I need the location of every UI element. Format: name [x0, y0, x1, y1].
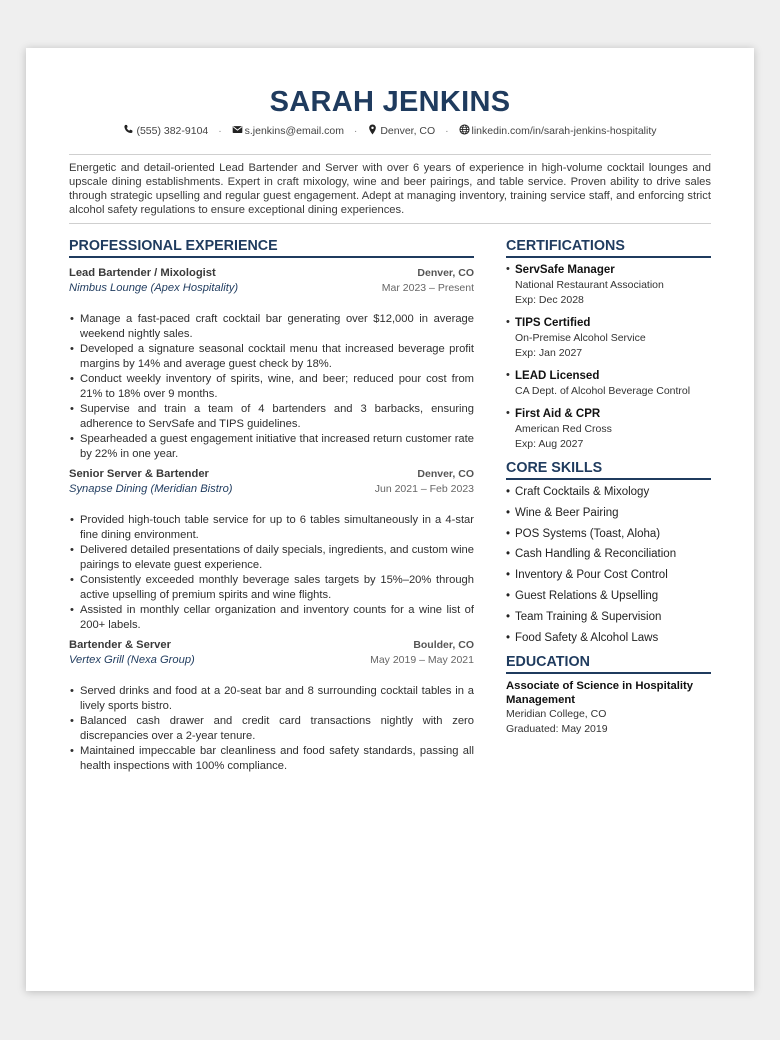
- sidebar-column: [506, 238, 711, 774]
- job-title: Bartender & Server: [69, 639, 171, 651]
- job-bullet: • Spearheaded a guest engagement initiative that increased return customer rate by 22% in one year.: [69, 432, 474, 462]
- skill-item: • Inventory & Pour Cost Control: [506, 568, 711, 583]
- skill-item: • POS Systems (Toast, Aloha): [506, 527, 711, 542]
- certification-org: American Red Cross: [515, 423, 612, 435]
- education-heading: EDUCATION: [506, 654, 711, 674]
- education-school: Meridian College, CO: [506, 707, 607, 720]
- contact-bar: [69, 124, 711, 138]
- job-bullet: • Consistently exceeded monthly beverage sales targets by 15%–20% through active upselling of premium spirits and wine flights.: [69, 573, 474, 603]
- job-entry: [69, 638, 474, 774]
- job-header-row: [69, 638, 474, 653]
- experience-heading: PROFESSIONAL EXPERIENCE: [69, 238, 474, 258]
- skill-item: • Cash Handling & Reconciliation: [506, 547, 711, 562]
- skill-item: • Guest Relations & Upselling: [506, 589, 711, 604]
- job-company: Vertex Grill (Nexa Group): [69, 653, 195, 666]
- job-header-row: [69, 467, 474, 482]
- job-bullets: [69, 513, 474, 633]
- job-dates: Jun 2021 – Feb 2023: [374, 482, 474, 495]
- professional-summary: Energetic and detail-oriented Lead Bartender and Server with over 6 years of experience in high-volume cocktail lounges and upscale dining establishments. Expert in craft mixology, wine and beer pairings, and table service. Proven ability to drive sales through strategic upselling and regular guest engagement. Adept at managing inventory, training service staff, and enforcing strict alcohol safety regulations to ensure exceptional dining experiences.: [69, 162, 711, 216]
- job-location: Denver, CO: [417, 267, 474, 279]
- job-subheader-row: [69, 281, 474, 296]
- job-bullet: • Served drinks and food at a 20-seat bar and 8 surrounding cocktail tables in a lively sports bistro.: [69, 684, 474, 714]
- envelope-icon: [232, 124, 243, 135]
- certification-org: National Restaurant Association: [515, 279, 664, 291]
- contact-linkedin[interactable]: [459, 124, 657, 138]
- education-graduated: Graduated: May 2019: [506, 722, 608, 735]
- job-company: Nimbus Lounge (Apex Hospitality): [69, 281, 239, 294]
- resume-columns: [69, 238, 711, 774]
- certification-name: • LEAD Licensed: [515, 370, 600, 382]
- contact-phone: [123, 124, 208, 138]
- education-entry: [506, 679, 711, 737]
- job-entry: [69, 467, 474, 633]
- skill-item: • Craft Cocktails & Mixology: [506, 485, 711, 500]
- certification-org: CA Dept. of Alcohol Beverage Control: [515, 385, 691, 397]
- experience-column: [69, 238, 474, 774]
- job-title: Senior Server & Bartender: [69, 468, 209, 480]
- certifications-list: [506, 263, 711, 452]
- job-bullet: • Provided high-touch table service for up to 6 tables simultaneously in a 4-star fine dining environment.: [69, 513, 474, 543]
- job-bullet: • Conduct weekly inventory of spirits, wine, and beer; reduced pour cost from 21% to 18% over 9 months.: [69, 372, 474, 402]
- certification-name: • First Aid & CPR: [515, 408, 601, 420]
- job-location: Denver, CO: [417, 468, 474, 480]
- job-bullet: • Assisted in monthly cellar organization and inventory counts for a wine list of 200+ labels.: [69, 603, 474, 633]
- job-header-row: [69, 266, 474, 281]
- job-dates: Mar 2023 – Present: [381, 281, 474, 294]
- job-bullet: • Manage a fast-paced craft cocktail bar generating over $12,000 in average weekend nightly sales.: [69, 312, 474, 342]
- job-bullet: • Supervise and train a team of 4 bartenders and 3 barbacks, ensuring adherence to ServSafe and TIPS guidelines.: [69, 402, 474, 432]
- job-bullets: [69, 684, 474, 774]
- linkedin-text[interactable]: linkedin.com/in/sarah-jenkins-hospitality: [471, 125, 657, 137]
- phone-text: (555) 382-9104: [136, 125, 209, 137]
- job-title: Lead Bartender / Mixologist: [69, 267, 216, 279]
- certification-expiry: Exp: Jan 2027: [515, 347, 583, 359]
- job-bullet: • Developed a signature seasonal cocktail menu that increased beverage profit margins by 14% and average guest check by 18%.: [69, 342, 474, 372]
- divider: [69, 223, 711, 224]
- job-bullet: • Balanced cash drawer and credit card transactions nightly with zero discrepancies over a 2-year tenure.: [69, 714, 474, 744]
- certification-org: On-Premise Alcohol Service: [515, 332, 646, 344]
- certifications-heading: CERTIFICATIONS: [506, 238, 711, 258]
- job-bullet: • Maintained impeccable bar cleanliness and food safety standards, passing all health inspections with 100% compliance.: [69, 744, 474, 774]
- certification-expiry: Exp: Aug 2027: [515, 438, 584, 450]
- job-dates: May 2019 – May 2021: [370, 653, 474, 666]
- education-degree: Associate of Science in Hospitality Management: [506, 679, 694, 706]
- skill-item: • Wine & Beer Pairing: [506, 506, 711, 521]
- skills-heading: CORE SKILLS: [506, 460, 711, 480]
- certification-name: • ServSafe Manager: [515, 264, 615, 276]
- phone-icon: [123, 124, 134, 135]
- skill-item: • Food Safety & Alcohol Laws: [506, 631, 711, 646]
- contact-separator: ·: [445, 125, 449, 137]
- skill-item: • Team Training & Supervision: [506, 610, 711, 625]
- map-pin-icon: [367, 124, 378, 135]
- candidate-name: SARAH JENKINS: [269, 86, 511, 118]
- job-subheader-row: [69, 482, 474, 497]
- certification-item: [506, 407, 711, 452]
- email-text[interactable]: s.jenkins@email.com: [244, 125, 344, 137]
- job-company: Synapse Dining (Meridian Bistro): [69, 482, 233, 495]
- certification-item: [506, 316, 711, 361]
- job-entry: [69, 266, 474, 462]
- skills-list: [506, 485, 711, 646]
- job-location: Boulder, CO: [413, 639, 474, 651]
- contact-location: [367, 124, 435, 138]
- certification-expiry: Exp: Dec 2028: [515, 294, 584, 306]
- divider: [69, 154, 711, 155]
- resume-page: [26, 48, 754, 991]
- job-bullets: [69, 312, 474, 462]
- contact-separator: ·: [353, 125, 358, 137]
- contact-separator: ·: [218, 125, 222, 137]
- certification-name: • TIPS Certified: [515, 317, 591, 329]
- location-text: Denver, CO: [380, 125, 436, 137]
- job-subheader-row: [69, 653, 474, 668]
- job-bullet: • Delivered detailed presentations of daily specials, ingredients, and custom wine pairings to elevate guest experience.: [69, 543, 474, 573]
- contact-email[interactable]: [232, 124, 344, 138]
- certification-item: [506, 263, 711, 308]
- certification-item: [506, 369, 711, 399]
- globe-icon: [459, 124, 470, 135]
